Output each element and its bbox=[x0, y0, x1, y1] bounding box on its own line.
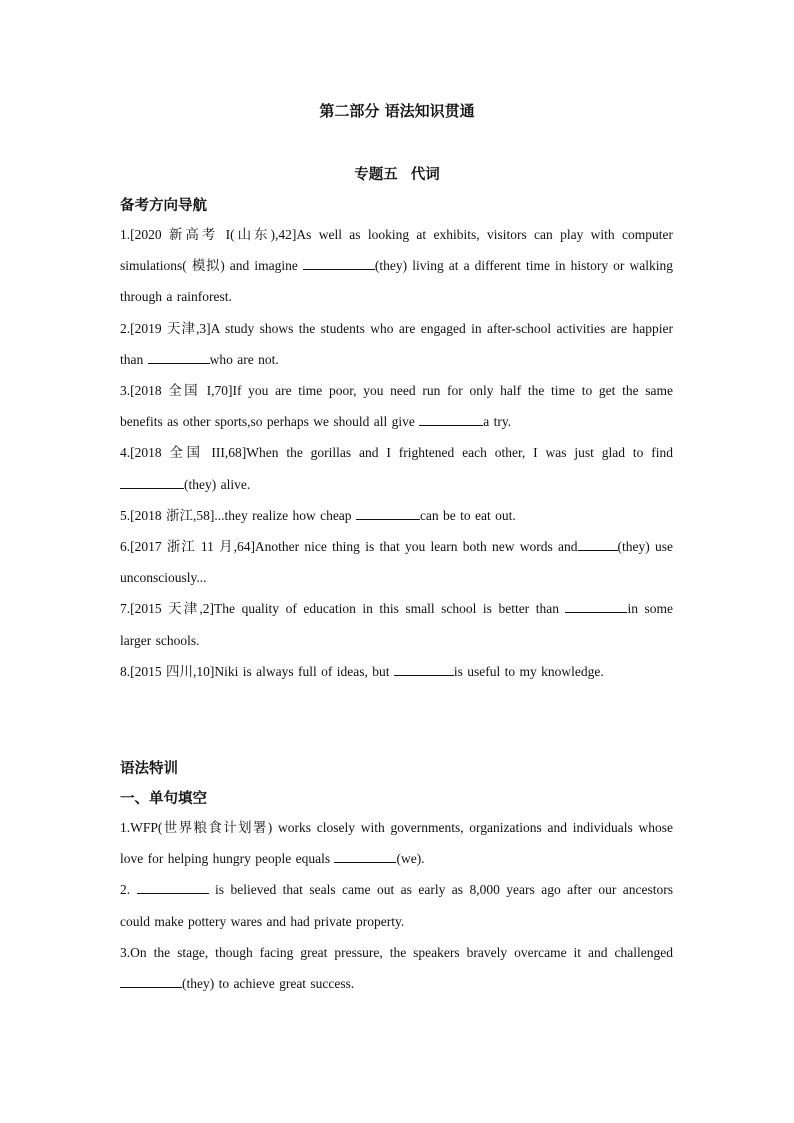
section-subheading: 一、单句填空 bbox=[120, 791, 207, 807]
answer-blank[interactable] bbox=[565, 600, 627, 613]
question-item-2: 2.[2019 天津,3]A study shows the students who are engaged in after-school activities are happier than who are not. bbox=[120, 320, 673, 367]
answer-blank[interactable] bbox=[120, 975, 182, 988]
answer-blank[interactable] bbox=[334, 850, 396, 863]
answer-blank[interactable] bbox=[419, 413, 483, 426]
answer-blank[interactable] bbox=[356, 507, 420, 520]
section-heading: 备考方向导航 bbox=[120, 198, 207, 214]
answer-blank[interactable] bbox=[303, 257, 375, 270]
drill-item-3: 3.On the stage, though facing great pressure, the speakers bravely overcame it and challenged (they) to achieve great success. bbox=[120, 944, 673, 992]
question-item-3: 3.[2018 全国 I,70]If you are time poor, you need run for only half the time to get the same benefits as other sports,so perhaps we should all give a try. bbox=[120, 383, 673, 430]
section-heading: 语法特训 bbox=[120, 761, 178, 777]
answer-blank[interactable] bbox=[120, 476, 184, 489]
drill-item-2: 2. is believed that seals came out as early as 8,000 years ago after our ancestors could make pottery wares and had private property. bbox=[120, 882, 674, 929]
answer-blank[interactable] bbox=[148, 351, 210, 364]
section-grammar-drill bbox=[120, 756, 673, 999]
answer-blank[interactable] bbox=[137, 881, 209, 894]
question-item-1: 1.[2020 新高考 I(山东),42]As well as looking at exhibits, visitors can play with computer simulations( 模拟) and imagine (they) living at a different time in history or walking through a rainforest. bbox=[120, 227, 673, 305]
answer-blank[interactable] bbox=[578, 538, 618, 551]
answer-blank[interactable] bbox=[394, 663, 454, 676]
question-item-5: 5.[2018 浙江,58]...they realize how cheap can be to eat out. bbox=[120, 507, 516, 523]
question-item-4: 4.[2018 全国 III,68]When the gorillas and I frightened each other, I was just glad to find (they) alive. bbox=[120, 445, 673, 492]
page-subtitle: 专题五 代词 bbox=[354, 167, 440, 183]
section-exam-guide bbox=[120, 193, 673, 687]
question-item-6: 6.[2017 浙江 11 月,64]Another nice thing is that you learn both new words and (they) use unconsciously... bbox=[120, 539, 673, 586]
page-title: 第二部分 语法知识贯通 bbox=[319, 102, 475, 120]
drill-item-1: 1.WFP(世界粮食计划署) works closely with governments, organizations and individuals whose love for helping hungry people equals (we). bbox=[120, 820, 673, 867]
question-item-8: 8.[2015 四川,10]Niki is always full of ideas, but is useful to my knowledge. bbox=[120, 663, 604, 679]
question-item-7: 7.[2015 天津,2]The quality of education in this small school is better than in some larger schools. bbox=[120, 601, 673, 648]
